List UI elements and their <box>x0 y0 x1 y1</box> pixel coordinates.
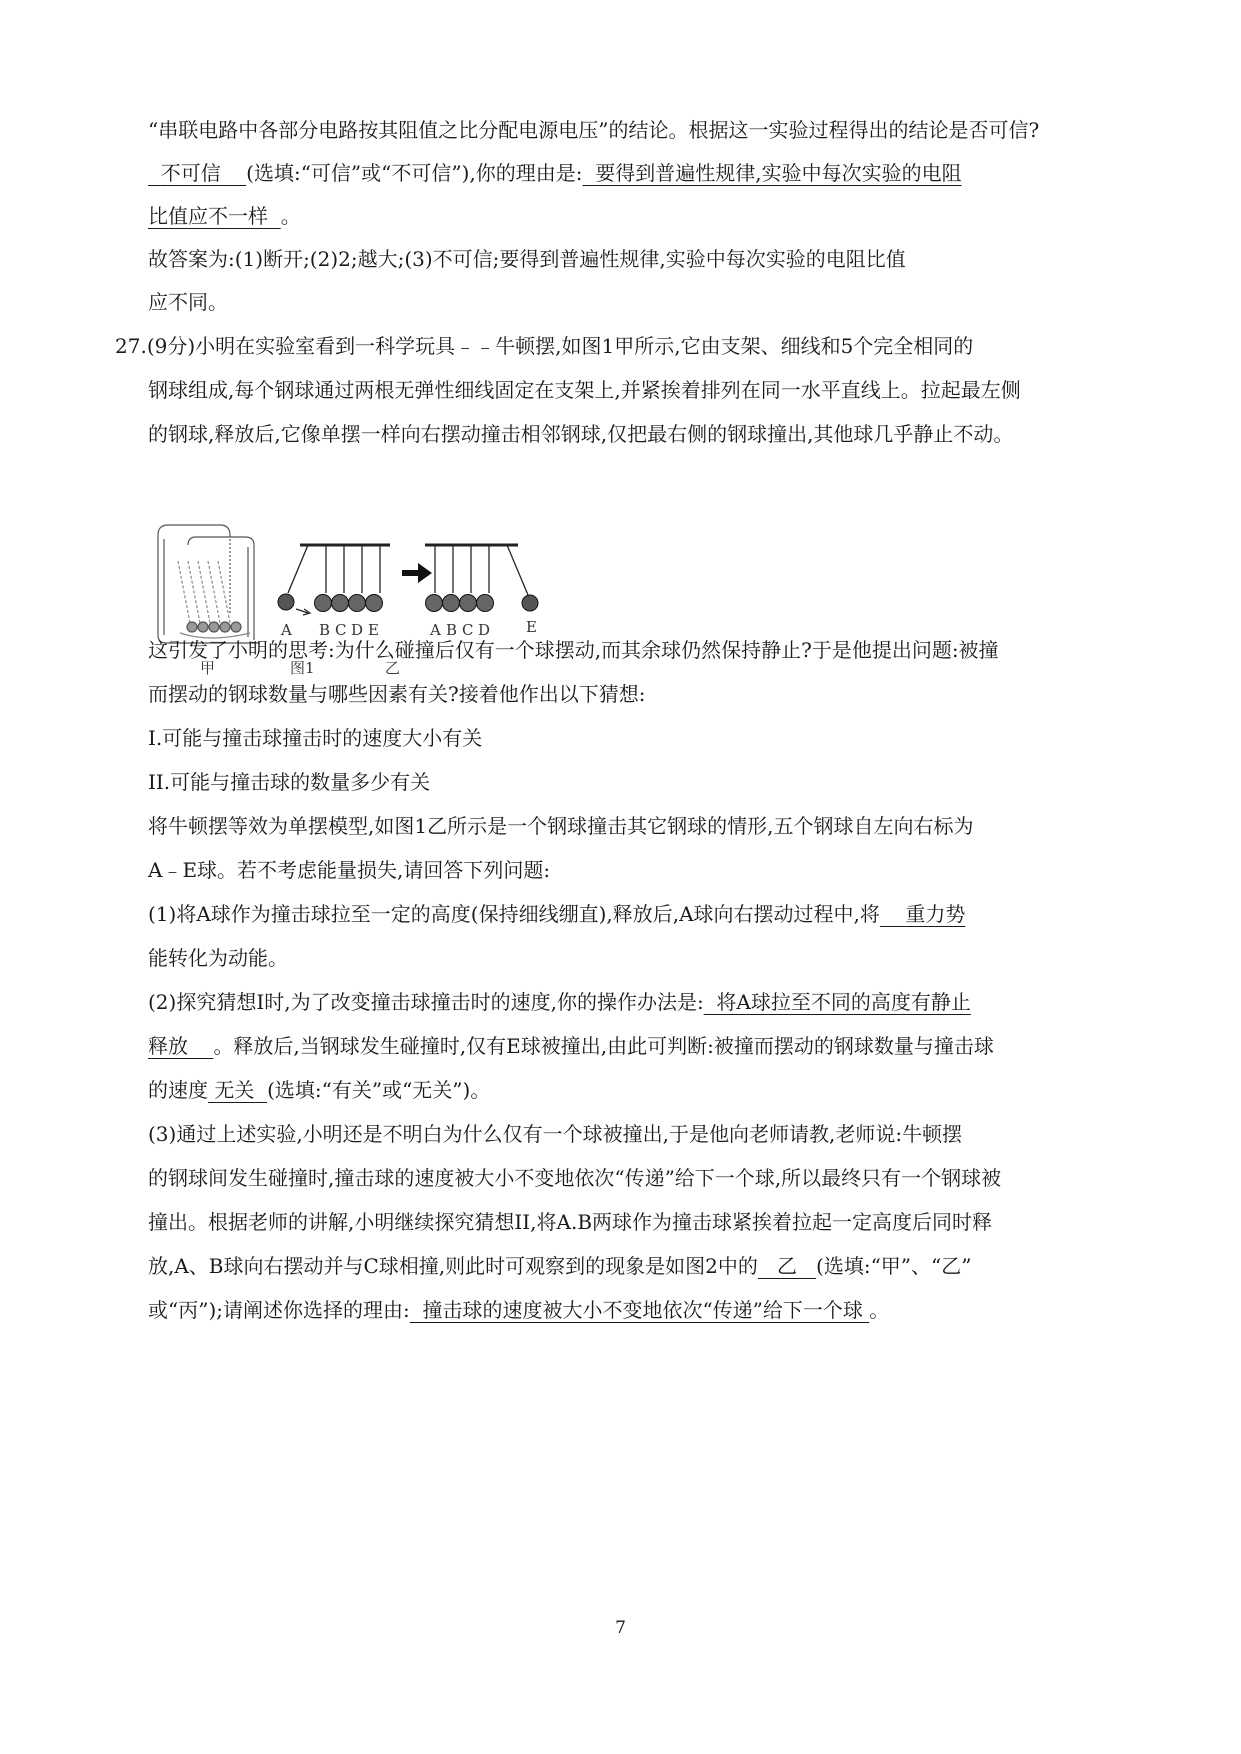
paragraph-2-line-1: 将牛顿摆等效为单摆模型,如图1乙所示是一个钢球撞击其它钢球的情形,五个钢球自左向右标为 <box>148 814 974 838</box>
answer-summary-2: 应不同。 <box>148 290 228 314</box>
answer-summary-1: 故答案为:(1)断开;(2)2;越大;(3)不可信;要得到普遍性规律,实验中每次实验的电阻比值 <box>148 247 906 271</box>
prev-answer-line-1: “串联电路中各部分电路按其阻值之比分配电源电压”的结论。根据这一实验过程得出的结论是否可信? <box>148 118 1040 142</box>
answer-blank: 将A球拉至不同的高度有静止 <box>716 990 971 1014</box>
label-ball-b-right: B <box>446 621 458 639</box>
figure-yi-before <box>278 545 390 615</box>
answer-blank: 不可信 <box>160 161 221 185</box>
text: (选填:“可信”或“不可信”),你的理由是: <box>246 161 583 185</box>
question-27-line-1: 27.(9分)小明在实验室看到一科学玩具﹣﹣牛顿摆,如图1甲所示,它由支架、细线和5个完全相同的 <box>115 334 974 358</box>
prev-answer-line-3: 比值应不一样 。 <box>148 204 301 228</box>
answer-blank: 比值应不一样 <box>148 204 268 228</box>
question-number: 27. <box>115 334 147 358</box>
sub-question-2-line-3: 的速度 无关 (选填:“有关”或“无关”)。 <box>148 1078 491 1102</box>
label-jia: 甲 <box>200 659 216 677</box>
sub-question-1-line-2: 能转化为动能。 <box>148 946 288 970</box>
label-ball-c-left: C <box>335 621 347 639</box>
paragraph-2-line-2: A﹣E球。若不考虑能量损失,请回答下列问题: <box>148 858 551 882</box>
figure-jia-photo <box>158 525 260 643</box>
sub-question-2-line-1: (2)探究猜想I时,为了改变撞击球撞击时的速度,你的操作办法是: 将A球拉至不同的高度有静止 <box>148 990 971 1014</box>
figure-yi-after <box>425 545 538 612</box>
label-ball-e-right: E <box>526 618 537 636</box>
label-ball-b-left: B <box>319 621 331 639</box>
figure-caption: 图1 <box>290 659 315 677</box>
prev-answer-line-2 <box>148 159 962 187</box>
sub-question-2-line-2: 释放 。释放后,当钢球发生碰撞时,仅有E球被撞出,由此可判断:被撞而摆动的钢球数量与撞击球 <box>148 1034 994 1058</box>
sub-question-3-line-5: 或“丙”);请阐述你选择的理由: 撞击球的速度被大小不变地依次“传递”给下一个球 。 <box>148 1298 890 1322</box>
page-number: 7 <box>615 1618 626 1638</box>
answer-blank: 撞击球的速度被大小不变地依次“传递”给下一个球 <box>422 1298 863 1322</box>
sub-question-3-line-1: (3)通过上述实验,小明还是不明白为什么仅有一个球被撞出,于是他向老师请教,老师说:牛顿摆 <box>148 1122 963 1146</box>
answer-blank: 释放 <box>148 1034 188 1058</box>
sub-question-1-line-1: (1)将A球作为撞击球拉至一定的高度(保持细线绷直),释放后,A球向右摆动过程中,将 重力势 <box>148 902 966 926</box>
transition-arrow <box>402 563 432 583</box>
label-ball-d-right: D <box>478 621 491 639</box>
guess-2: II.可能与撞击球的数量多少有关 <box>148 770 431 794</box>
label-yi: 乙 <box>385 659 401 677</box>
sub-question-3-line-3: 撞出。根据老师的讲解,小明继续探究猜想II,将A.B两球作为撞击球紧挨着拉起一定高度后同时释 <box>148 1210 993 1234</box>
paragraph-1-line-1: 这引发了小明的思考:为什么碰撞后仅有一个球摆动,而其余球仍然保持静止?于是他提出问题:被撞 <box>148 638 999 662</box>
answer-blank: 乙 <box>776 1254 797 1278</box>
sub-question-3-line-2: 的钢球间发生碰撞时,撞击球的速度被大小不变地依次“传递”给下一个球,所以最终只有一个钢球被 <box>148 1166 1002 1190</box>
label-ball-c-right: C <box>462 621 474 639</box>
label-ball-e-left: E <box>368 621 379 639</box>
answer-blank: 无关 <box>214 1078 255 1102</box>
label-ball-d-left: D <box>351 621 364 639</box>
question-27-line-2: 钢球组成,每个钢球通过两根无弹性细线固定在支架上,并紧挨着排列在同一水平直线上。拉起最左侧 <box>148 378 1021 402</box>
answer-blank: 要得到普遍性规律,实验中每次实验的电阻 <box>595 161 962 185</box>
question-27-line-3: 的钢球,释放后,它像单摆一样向右摆动撞击相邻钢球,仅把最右侧的钢球撞出,其他球几乎静止不动。 <box>148 422 1014 446</box>
answer-blank: 重力势 <box>905 902 966 926</box>
sub-question-3-line-4: 放,A、B球向右摆动并与C球相撞,则此时可观察到的现象是如图2中的 乙 (选填:“甲”、“乙” <box>148 1254 972 1278</box>
label-ball-a-left: A <box>281 621 292 639</box>
label-ball-a-right: A <box>430 621 441 639</box>
paragraph-1-line-2: 而摆动的钢球数量与哪些因素有关?接着他作出以下猜想: <box>148 682 646 706</box>
guess-1: I.可能与撞击球撞击时的速度大小有关 <box>148 726 483 750</box>
